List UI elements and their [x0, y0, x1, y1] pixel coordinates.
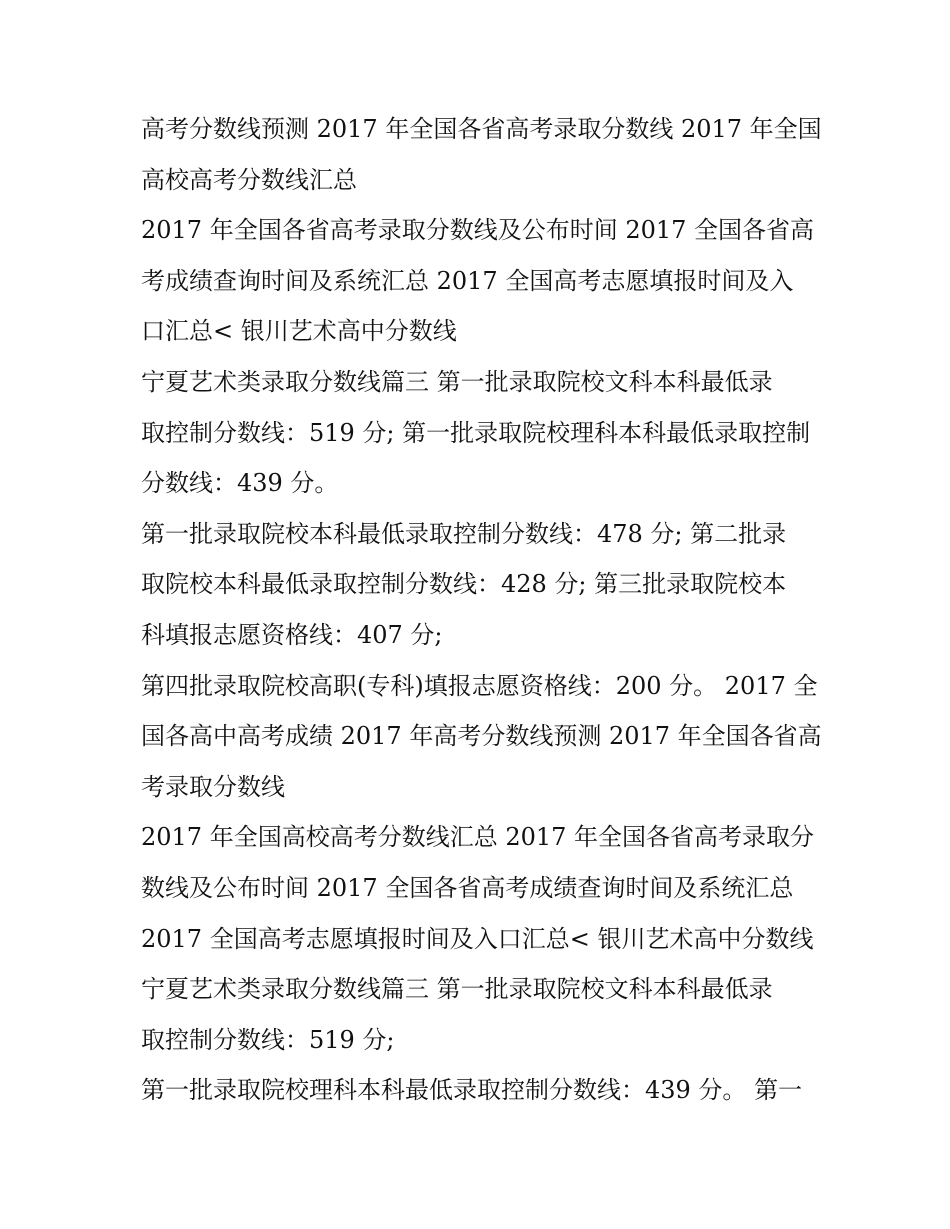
- text-line: 2017 年全国各省高考录取分数线及公布时间 2017 全国各省高: [141, 216, 815, 245]
- text-line: 2017 年全国高校高考分数线汇总 2017 年全国各省高考录取分: [141, 823, 815, 852]
- text-line: 国各高中高考成绩 2017 年高考分数线预测 2017 年全国各省高: [141, 722, 822, 751]
- text-line: 宁夏艺术类录取分数线篇三 第一批录取院校文科本科最低录: [141, 975, 773, 1004]
- text-line: 宁夏艺术类录取分数线篇三 第一批录取院校文科本科最低录: [141, 367, 773, 396]
- text-line: 第四批录取院校高职(专科)填报志愿资格线：200 分。 2017 全: [141, 671, 818, 700]
- text-line: 取控制分数线：519 分;: [141, 1025, 395, 1054]
- text-line: 取控制分数线：519 分; 第一批录取院校理科本科最低录取控制: [141, 418, 811, 447]
- text-line: 第一批录取院校理科本科最低录取控制分数线：439 分。 第一: [141, 1076, 803, 1105]
- text-line: 考录取分数线: [141, 772, 285, 801]
- text-line: 口汇总< 银川艺术高中分数线: [141, 317, 457, 346]
- text-line: 第一批录取院校本科最低录取控制分数线：478 分; 第二批录: [141, 519, 787, 548]
- document-body: [141, 104, 822, 1116]
- text-line: 科填报志愿资格线：407 分;: [141, 620, 443, 649]
- text-line: 考成绩查询时间及系统汇总 2017 全国高考志愿填报时间及入: [141, 266, 794, 295]
- text-line: 高考分数线预测 2017 年全国各省高考录取分数线 2017 年全国: [141, 115, 822, 143]
- text-line: 2017 全国高考志愿填报时间及入口汇总< 银川艺术高中分数线: [141, 924, 814, 953]
- text-line: 数线及公布时间 2017 全国各省高考成绩查询时间及系统汇总: [141, 873, 794, 902]
- text-line: 取院校本科最低录取控制分数线：428 分; 第三批录取院校本: [141, 570, 787, 599]
- text-line: 分数线：439 分。: [141, 469, 339, 498]
- text-line: 高校高考分数线汇总: [141, 165, 357, 194]
